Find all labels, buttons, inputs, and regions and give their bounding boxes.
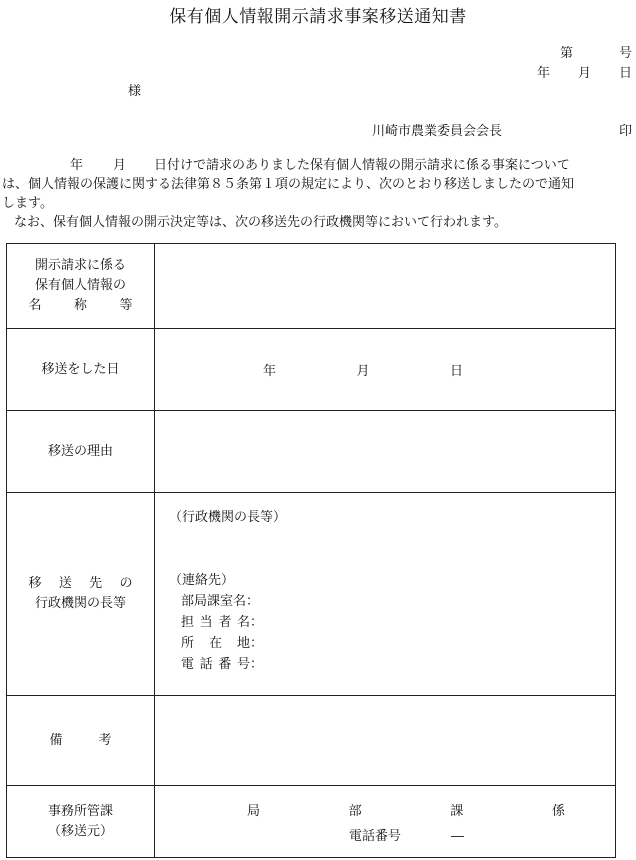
label-remarks	[7, 696, 155, 786]
dept-label: 部局課室名：	[181, 594, 260, 609]
seal-mark: 印	[618, 124, 632, 139]
sender-name: 川崎市農業委員会会長	[372, 124, 503, 139]
number-suffix: 号	[618, 46, 632, 61]
table-row	[7, 411, 616, 493]
office-phone-label: 電話番号	[349, 828, 402, 844]
addressee: 様	[128, 84, 142, 99]
label-char: 在	[208, 636, 222, 651]
address-line	[169, 633, 286, 654]
label-line: 事務所管課	[47, 803, 113, 819]
label-destination	[7, 493, 155, 696]
label-char: 者	[218, 615, 232, 630]
label-line: 行政機関の長等	[34, 596, 126, 611]
p1-month: 月	[113, 158, 127, 173]
note-paragraph: なお、保有個人情報の開示決定等は、次の移送先の行政機関等において行われます。	[14, 215, 507, 230]
label-char: 名	[28, 298, 42, 313]
value-transfer-reason[interactable]	[155, 411, 616, 493]
table-row	[7, 329, 616, 411]
paragraph-line: は、個人情報の保護に関する法律第８５条第１項の規定により、次のとおり移送しましたので通知	[2, 177, 575, 192]
office-section: 課	[450, 803, 464, 819]
p1-year: 年	[70, 158, 84, 173]
value-destination[interactable]	[155, 493, 616, 696]
value-remarks[interactable]	[155, 696, 616, 786]
dept-line	[169, 591, 286, 612]
table-row	[7, 244, 616, 329]
label-char: 号：	[236, 657, 263, 672]
document-number	[560, 42, 632, 61]
p1-line1: 日付けで請求のありました保有個人情報の開示請求に係る事案について	[154, 158, 570, 173]
label-info-name	[7, 244, 155, 329]
destination-head-label: （行政機関の長等）	[169, 510, 287, 525]
value-office[interactable]	[155, 786, 616, 858]
document-date	[537, 62, 632, 81]
value-info-name[interactable]	[155, 244, 616, 329]
label-char: 称	[73, 298, 87, 313]
label-char: 地：	[236, 636, 263, 651]
label-line: （移送元）	[47, 823, 113, 839]
transfer-details-table	[6, 243, 616, 858]
label-char: 送	[58, 576, 72, 591]
date-year: 年	[536, 66, 550, 81]
label-line	[50, 731, 112, 751]
contact-label: （連絡先）	[169, 573, 235, 588]
transfer-year: 年	[263, 364, 277, 379]
document-title: 保有個人情報開示請求事案移送通知書	[169, 7, 467, 27]
label-char: 備	[49, 732, 63, 748]
transfer-day: 日	[449, 364, 463, 379]
number-prefix: 第	[559, 46, 573, 61]
label-transfer-reason: 移送の理由	[7, 411, 155, 493]
table-row	[7, 786, 616, 858]
transfer-month: 月	[356, 364, 370, 379]
notice-paragraph	[2, 156, 636, 213]
label-char: 考	[98, 732, 112, 748]
label-line: 開示請求に係る	[34, 258, 126, 273]
label-char: 所	[181, 636, 195, 651]
label-char: の	[119, 576, 133, 591]
label-char: 電	[181, 657, 195, 672]
label-char: 等	[119, 298, 133, 313]
paragraph-line: します。	[2, 196, 53, 211]
office-department: 部	[348, 803, 362, 819]
label-transfer-date: 移送をした日	[7, 329, 155, 411]
label-char: 番	[218, 657, 232, 672]
date-day: 日	[618, 66, 632, 81]
office-phone	[349, 825, 615, 844]
office-units	[247, 800, 565, 819]
phone-dash: ―	[451, 828, 465, 844]
destination-fields	[169, 507, 286, 675]
person-line	[169, 612, 286, 633]
transfer-date-fields	[263, 360, 463, 379]
table-row	[7, 696, 616, 786]
label-line	[29, 574, 133, 594]
label-char: 先	[89, 576, 103, 591]
office-unit: 係	[551, 803, 565, 819]
value-transfer-date[interactable]	[155, 329, 616, 411]
paragraph-line	[2, 156, 636, 175]
label-line: 保有個人情報の	[34, 278, 126, 293]
office-bureau: 局	[247, 803, 261, 819]
label-line	[29, 296, 133, 316]
label-char: 話	[199, 657, 213, 672]
phone-line	[169, 654, 286, 675]
label-office	[7, 786, 155, 858]
table-row	[7, 493, 616, 696]
label-char: 担	[181, 615, 195, 630]
label-char: 移	[28, 576, 42, 591]
date-month: 月	[577, 66, 591, 81]
label-char: 当	[199, 615, 213, 630]
label-char: 名：	[236, 615, 263, 630]
